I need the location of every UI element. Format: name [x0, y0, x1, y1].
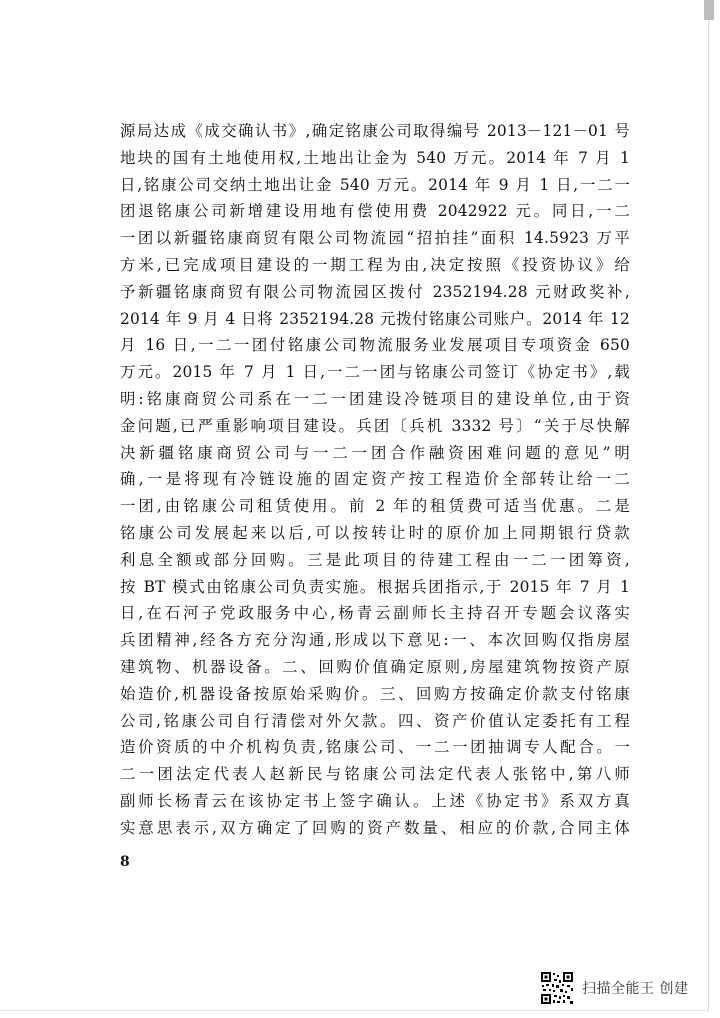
page-number: 8 [120, 854, 130, 870]
text-line: 始造价,机器设备按原始采购价。三、回购方按确定价款支付铭康 [120, 684, 630, 703]
text-line: 确,一是将现有冷链设施的固定资产按工程造价全部转让给一二 [120, 470, 630, 489]
text-line: 一团,由铭康公司租赁使用。前 2 年的租赁费可适当优惠。二是 [120, 497, 630, 516]
text-line: 实意思表示,双方确定了回购的资产数量、相应的价款,合同主体 [120, 818, 630, 837]
text-line: 明:铭康商贸公司系在一二一团建设冷链项目的建设单位,由于资 [120, 389, 630, 408]
text-line: 予新疆铭康商贸有限公司物流园区拨付 2352194.28 元财政奖补, [120, 282, 630, 301]
text-line: 按 BT 模式由铭康公司负责实施。根据兵团指示,于 2015 年 7 月 1 [120, 577, 630, 596]
text-line: 金问题,已严重影响项目建设。兵团〔兵机 3332 号〕“关于尽快解 [120, 416, 630, 435]
text-line: 二一团法定代表人赵新民与铭康公司法定代表人张铭中,第八师 [120, 765, 630, 784]
qr-code-icon [540, 971, 574, 1005]
text-line: 利息全额或部分回购。三是此项目的待建工程由一二一团筹资, [120, 550, 630, 569]
scanner-watermark [540, 970, 688, 1006]
document-body [120, 118, 630, 842]
text-line: 月 16 日,一二一团付铭康公司物流服务业发展项目专项资金 650 [120, 336, 630, 355]
text-line: 地块的国有土地使用权,土地出让金为 540 万元。2014 年 7 月 1 [120, 148, 630, 167]
text-line: 副师长杨青云在该协定书上签字确认。上述《协定书》系双方真 [120, 791, 630, 810]
text-line: 日,在石河子党政服务中心,杨青云副师长主持召开专题会议落实 [120, 604, 630, 623]
text-line: 万元。2015 年 7 月 1 日,一二一团与铭康公司签订《协定书》,载 [120, 363, 630, 382]
text-line: 兵团精神,经各方充分沟通,形成以下意见:一、本次回购仅指房屋 [120, 631, 630, 650]
scan-artifact [704, 0, 714, 20]
text-line: 团退铭康公司新增建设用地有偿使用费 2042922 元。同日,一二 [120, 202, 630, 221]
text-line: 决新疆铭康商贸公司与一二一团合作融资困难问题的意见”明 [120, 443, 630, 462]
text-line: 公司,铭康公司自行清偿对外欠款。四、资产价值认定委托有工程 [120, 711, 630, 730]
text-line: 建筑物、机器设备。二、回购价值确定原则,房屋建筑物按资产原 [120, 657, 630, 676]
text-line: 2014 年 9 月 4 日将 2352194.28 元拨付铭康公司账户。2014 年 12 [120, 309, 630, 328]
text-line: 源局达成《成交确认书》,确定铭康公司取得编号 2013－121－01 号 [120, 122, 630, 140]
watermark-text: 扫描全能王 创建 [582, 981, 689, 997]
text-line: 方米,已完成项目建设的一期工程为由,决定按照《投资协议》给 [120, 255, 630, 274]
text-line: 一团以新疆铭康商贸有限公司物流园“招拍挂”面积 14.5923 万平 [120, 229, 630, 248]
text-line: 铭康公司发展起来以后,可以按转让时的原价加上同期银行贷款 [120, 523, 630, 542]
text-line: 造价资质的中介机构负责,铭康公司、一二一团抽调专人配合。一 [120, 738, 630, 757]
text-line: 日,铭康公司交纳土地出让金 540 万元。2014 年 9 月 1 日,一二一 [120, 175, 630, 194]
